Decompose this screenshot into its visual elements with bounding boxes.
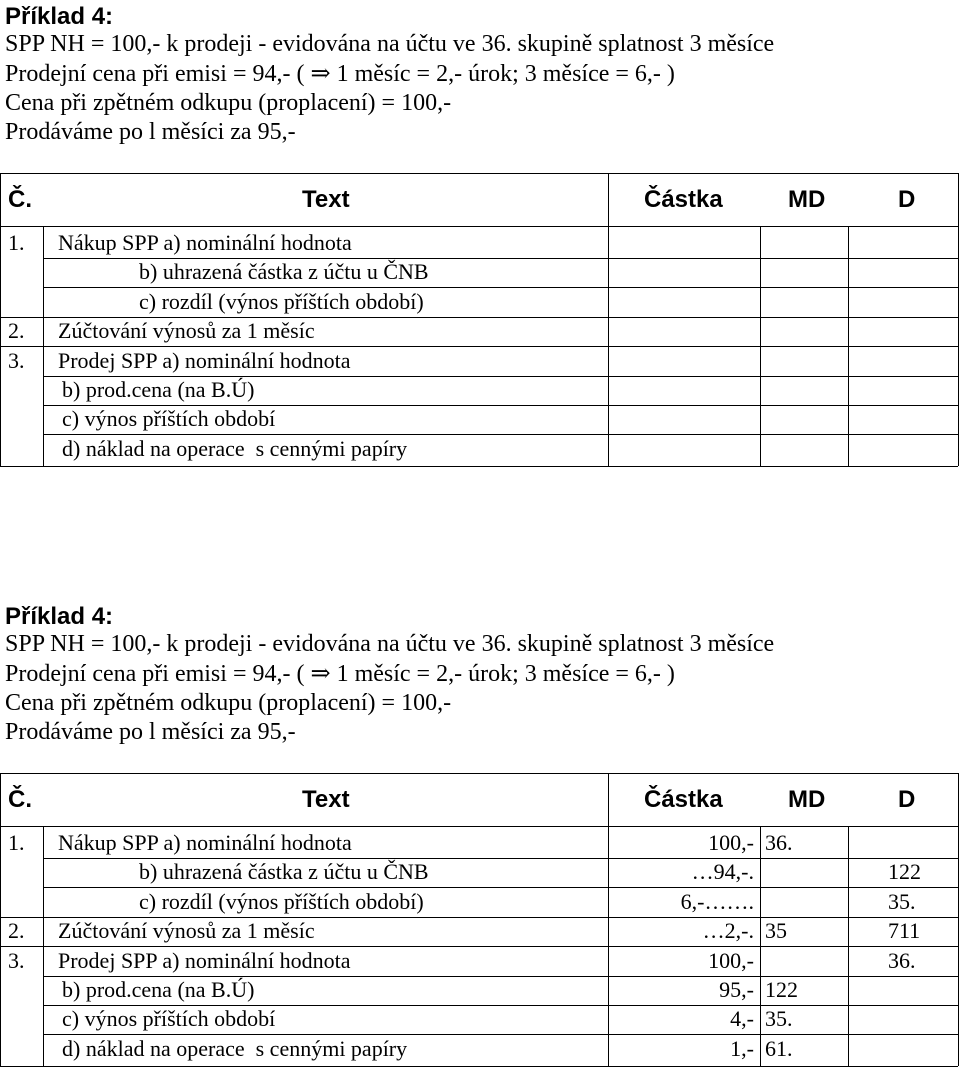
info-line: Prodáváme po l měsíci za 95,-	[5, 119, 296, 145]
row-number: 1.	[8, 830, 25, 855]
table-border-bottom	[0, 466, 958, 467]
info-line-part: Prodejní cena při emisi = 94,- (	[5, 661, 311, 687]
table-header-divider	[0, 826, 958, 827]
table-border-left	[0, 173, 1, 466]
header-amount: Částka	[644, 186, 723, 213]
info-line-part: Prodejní cena při emisi = 94,- (	[5, 61, 311, 87]
row-text: Nákup SPP a) nominální hodnota	[58, 830, 352, 855]
info-line-part: 1 měsíc = 2,- úrok; 3 měsíce = 6,- )	[330, 661, 675, 687]
info-line-part: 1 měsíc = 2,- úrok; 3 měsíce = 6,- )	[330, 61, 675, 87]
row-number: 3.	[8, 947, 25, 973]
row-d: 122	[888, 859, 921, 885]
table-border-top	[0, 173, 958, 174]
row-text: Zúčtování výnosů za 1 měsíc	[58, 918, 315, 944]
row-number: 2.	[8, 318, 25, 344]
row-text: b) uhrazená částka z účtu u ČNB	[62, 259, 429, 285]
row-text: b) prod.cena (na B.Ú)	[62, 977, 255, 1002]
row-amount: 100,-	[708, 947, 754, 973]
row-text: c) výnos příštích období	[62, 1006, 276, 1032]
row-text: d) náklad na operace s cennými papíry	[62, 435, 408, 461]
header-text: Text	[302, 786, 350, 813]
row-md: 35	[765, 918, 787, 944]
table-header-divider	[0, 226, 958, 227]
row-text: Prodej SPP a) nominální hodnota	[58, 947, 351, 973]
row-amount: …2,-.	[702, 918, 754, 944]
row-amount: 6,-…….	[680, 888, 754, 914]
row-text: b) prod.cena (na B.Ú)	[62, 377, 255, 402]
row-number: 2.	[8, 918, 25, 944]
header-amount: Částka	[644, 786, 723, 813]
info-line: Cena při zpětném odkupu (proplacení) = 100,-	[5, 690, 452, 716]
row-text: d) náklad na operace s cennými papíry	[62, 1035, 408, 1061]
column-divider	[608, 773, 609, 1066]
header-md: MD	[788, 186, 826, 213]
row-text: Zúčtování výnosů za 1 měsíc	[58, 318, 315, 344]
row-md: 36.	[765, 830, 793, 855]
example-heading: Příklad 4:	[5, 603, 114, 630]
row-amount: 100,-	[708, 830, 754, 855]
info-line: Cena při zpětném odkupu (proplacení) = 100,-	[5, 90, 452, 116]
row-text: c) rozdíl (výnos příštích období)	[62, 288, 424, 314]
table-border-right	[958, 173, 959, 466]
header-number: Č.	[8, 186, 32, 213]
row-number: 3.	[8, 347, 25, 373]
row-text: c) výnos příštích období	[62, 406, 276, 432]
info-line: SPP NH = 100,- k prodeji - evidována na účtu ve 36. skupině splatnost 3 měsíce	[5, 631, 775, 657]
row-number: 1.	[8, 230, 25, 255]
implies-arrow-icon: ⇒	[310, 61, 331, 87]
row-md: 35.	[765, 1006, 793, 1032]
info-line	[5, 60, 675, 88]
table-border-right	[958, 773, 959, 1066]
row-text: b) uhrazená částka z účtu u ČNB	[62, 859, 429, 885]
info-line	[5, 660, 675, 688]
header-d: D	[898, 786, 916, 813]
row-d: 711	[888, 918, 921, 944]
header-d: D	[898, 186, 916, 213]
row-text: Prodej SPP a) nominální hodnota	[58, 347, 351, 373]
implies-arrow-icon: ⇒	[310, 661, 331, 687]
row-md: 61.	[765, 1035, 793, 1061]
table-border-top	[0, 773, 958, 774]
table-border-bottom	[0, 1066, 958, 1067]
header-md: MD	[788, 786, 826, 813]
info-line: Prodáváme po l měsíci za 95,-	[5, 719, 296, 745]
header-number: Č.	[8, 786, 32, 813]
table-border-left	[0, 773, 1, 1066]
row-amount: 4,-	[730, 1006, 754, 1032]
row-amount: …94,-.	[691, 859, 754, 885]
header-text: Text	[302, 186, 350, 213]
row-amount: 95,-	[719, 977, 754, 1002]
row-md: 122	[765, 977, 798, 1002]
column-divider	[608, 173, 609, 466]
row-text: Nákup SPP a) nominální hodnota	[58, 230, 352, 255]
example-heading: Příklad 4:	[5, 3, 114, 30]
row-d: 36.	[888, 947, 916, 973]
row-d: 35.	[888, 888, 916, 914]
row-text: c) rozdíl (výnos příštích období)	[62, 888, 424, 914]
row-amount: 1,-	[730, 1035, 754, 1061]
info-line: SPP NH = 100,- k prodeji - evidována na účtu ve 36. skupině splatnost 3 měsíce	[5, 31, 775, 57]
